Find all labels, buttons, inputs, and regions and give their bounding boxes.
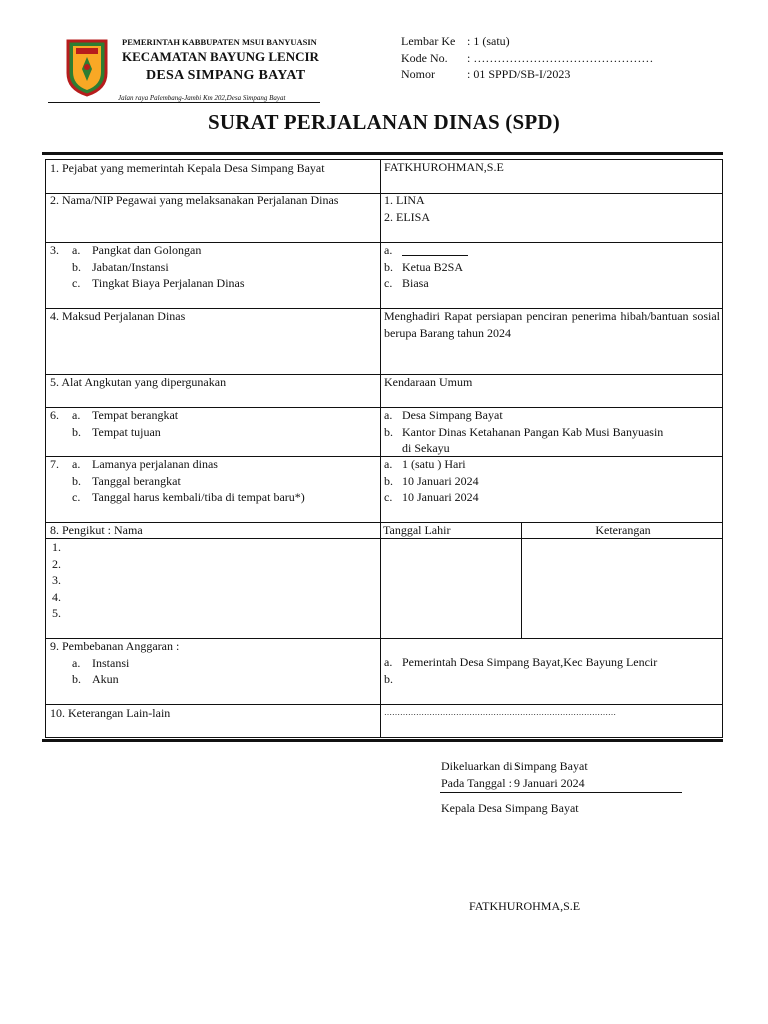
sub-value: 10 Januari 2024 (402, 490, 479, 504)
row-number: 6. (50, 408, 59, 422)
employee-item: 2. ELISA (384, 209, 430, 224)
rank-blank (402, 242, 468, 256)
sub-label: Tingkat Biaya Perjalanan Dinas (92, 276, 245, 290)
sub-letter: c. (384, 276, 393, 290)
meta-label: Lembar Ke (401, 34, 456, 48)
sub-letter: b. (72, 259, 81, 274)
row2-label: 2. Nama/NIP Pegawai yang melaksanakan Perjalanan Dinas (50, 193, 339, 207)
row3-value (384, 242, 468, 292)
row9-label (50, 638, 179, 688)
meta-value: : 1 (satu) (467, 34, 510, 48)
follower-list: 1. 2. 3. 4. 5. (52, 540, 61, 620)
sub-letter: a. (72, 457, 81, 471)
signer-position: Kepala Desa Simpang Bayat (441, 801, 579, 815)
sub-value: Desa Simpang Bayat (402, 408, 503, 422)
row9-value (384, 654, 657, 687)
sub-label: Tanggal berangkat (92, 473, 181, 488)
row7-value (384, 456, 479, 506)
sub-letter: b. (384, 473, 393, 488)
remarks-header: Keterangan (595, 523, 651, 537)
row10-label: 10. Keterangan Lain-lain (50, 706, 171, 720)
issued-label: Dikeluarkan di : (441, 759, 519, 773)
sub-value: Biasa (402, 276, 429, 290)
sub-label: Jabatan/Instansi (92, 259, 169, 274)
sub-letter: c. (384, 490, 393, 504)
sub-letter: b. (384, 424, 393, 439)
address: Jalan raya Palembang-Jambi Km 202,Desa Simpang Bayat (118, 94, 286, 102)
row7-label (50, 456, 305, 506)
meta-value: : ……………………………………… (467, 51, 654, 65)
sub-letter: a. (384, 408, 393, 422)
issued-value: Simpang Bayat (514, 759, 588, 773)
sub-label: Tempat berangkat (92, 408, 179, 422)
letterhead-divider (48, 102, 320, 103)
sub-label: Instansi (92, 655, 130, 670)
row2-value (384, 192, 430, 225)
sub-label: Lamanya perjalanan dinas (92, 457, 218, 471)
sub-letter: b. (384, 671, 393, 686)
sub-value: Kantor Dinas Ketahanan Pangan Kab Musi Banyuasin (402, 424, 664, 439)
sub-letter: a. (384, 457, 393, 471)
row5-value: Kendaraan Umum (384, 375, 473, 389)
date-label: Pada Tanggal : (441, 776, 512, 790)
sub-letter: b. (72, 672, 81, 686)
issued-date (441, 776, 585, 791)
spd-table (45, 159, 723, 738)
row-number: 3. (50, 243, 59, 257)
sub-letter: a. (72, 408, 81, 422)
row1-label: 1. Pejabat yang memerintah Kepala Desa Simpang Bayat (50, 161, 325, 175)
sub-value: 10 Januari 2024 (402, 473, 479, 488)
row3-label (50, 242, 245, 292)
sub-letter: a. (72, 243, 81, 257)
employee-item: 1. LINA (384, 193, 425, 207)
row4-value: Menghadiri Rapat persiapan penciran penerima hibah/bantuan sosial berupa Barang tahun 2024 (384, 309, 720, 340)
sub-letter: a. (72, 655, 81, 670)
row10-value: …………………………………………………………………………… (384, 708, 616, 717)
sub-letter: a. (384, 243, 393, 257)
sub-letter (384, 440, 402, 457)
sub-letter: b. (72, 424, 81, 439)
sub-value: di Sekayu (402, 441, 450, 455)
row8-label: 8. Pengikut : Nama (50, 523, 143, 537)
row1-value: FATKHUROHMAN,S.E (384, 160, 504, 174)
meta-number (401, 67, 570, 82)
sub-label: Tempat tujuan (92, 424, 161, 439)
sub-value: Ketua B2SA (402, 259, 463, 274)
sub-label: Akun (92, 672, 119, 686)
row9-title: 9. Pembebanan Anggaran : (50, 639, 180, 653)
sub-letter: a. (384, 655, 393, 669)
meta-label: Nomor (401, 67, 435, 81)
sub-letter: b. (384, 259, 393, 274)
sub-label: Tanggal harus kembali/tiba di tempat baru*) (92, 490, 305, 504)
birthdate-header: Tanggal Lahir (383, 523, 451, 537)
signature-divider (440, 792, 682, 793)
government-name: PEMERINTAH KABBUPATEN MSUI BANYUASIN (122, 37, 317, 47)
issued-at (441, 759, 588, 774)
row4-label: 4. Maksud Perjalanan Dinas (50, 309, 186, 323)
regency-logo (64, 37, 110, 97)
document-title: SURAT PERJALANAN DINAS (SPD) (208, 110, 560, 134)
meta-label: Kode No. (401, 51, 448, 65)
sub-value: 1 (satu ) Hari (402, 457, 466, 471)
column-divider (521, 522, 522, 638)
row6-label (50, 407, 178, 440)
bottom-rule (42, 739, 723, 742)
sub-letter: c. (72, 276, 81, 290)
meta-code (401, 51, 653, 66)
meta-sheet (401, 34, 510, 49)
top-rule (42, 152, 723, 155)
column-divider (380, 160, 381, 738)
sub-value: Pemerintah Desa Simpang Bayat,Kec Bayung Lencir (402, 655, 658, 669)
row-number: 7. (50, 457, 59, 471)
row6-value (384, 407, 663, 457)
sub-label: Pangkat dan Golongan (92, 243, 202, 257)
date-value: 9 Januari 2024 (514, 776, 585, 790)
sub-letter: c. (72, 490, 81, 504)
district-name: KECAMATAN BAYUNG LENCIR (122, 49, 319, 64)
meta-value: : 01 SPPD/SB-I/2023 (467, 67, 571, 81)
village-name: DESA SIMPANG BAYAT (146, 68, 306, 83)
row5-label: 5. Alat Angkutan yang dipergunakan (50, 375, 227, 389)
signer-name: FATKHUROHMA,S.E (469, 899, 581, 913)
sub-letter: b. (72, 473, 81, 488)
